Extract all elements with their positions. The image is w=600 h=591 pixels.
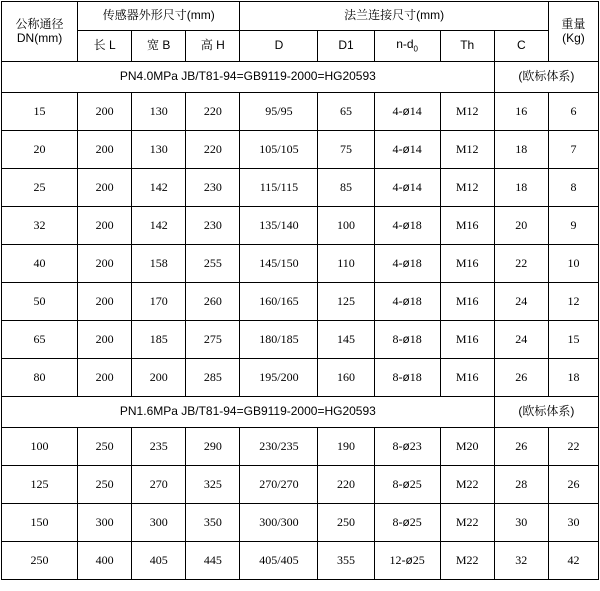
- group-header-row: [2, 397, 599, 428]
- cell-d1: 75: [318, 131, 374, 169]
- cell-weight: 18: [548, 359, 598, 397]
- table-row: [2, 504, 599, 542]
- diameter-symbol-icon: -ø: [398, 141, 410, 156]
- header-nd0-prefix: n-d: [396, 37, 414, 52]
- cell-nd0-count: 8: [392, 438, 399, 453]
- header-weight-title: 重量: [561, 16, 586, 31]
- table-row: [2, 207, 599, 245]
- diameter-symbol-icon: -ø: [398, 438, 410, 453]
- group-header-row: [2, 62, 599, 93]
- cell-dn: 50: [2, 283, 78, 321]
- cell-nd0-count: 8: [392, 331, 399, 346]
- cell-th: M16: [440, 245, 494, 283]
- cell-height: 290: [186, 428, 240, 466]
- cell-d: 160/165: [240, 283, 318, 321]
- cell-c: 18: [494, 169, 548, 207]
- cell-dn: 80: [2, 359, 78, 397]
- cell-weight: 6: [548, 93, 598, 131]
- cell-th: M12: [440, 131, 494, 169]
- cell-d1: 160: [318, 359, 374, 397]
- header-height: 高 H: [186, 31, 240, 62]
- cell-width: 142: [132, 169, 186, 207]
- specification-table: [1, 1, 599, 580]
- cell-dn: 125: [2, 466, 78, 504]
- cell-nd0: [374, 428, 440, 466]
- cell-c: 20: [494, 207, 548, 245]
- cell-th: M16: [440, 283, 494, 321]
- cell-th: M16: [440, 321, 494, 359]
- cell-nd0-count: 8: [392, 476, 399, 491]
- cell-length: 250: [78, 466, 132, 504]
- cell-nd0-count: 12: [389, 552, 402, 567]
- cell-nd0-diameter: 23: [409, 438, 422, 453]
- cell-dn: 40: [2, 245, 78, 283]
- diameter-symbol-icon: -ø: [398, 331, 410, 346]
- cell-length: 200: [78, 245, 132, 283]
- diameter-symbol-icon: -ø: [398, 293, 410, 308]
- cell-d: 300/300: [240, 504, 318, 542]
- cell-nd0: [374, 321, 440, 359]
- cell-nd0-count: 4: [392, 179, 399, 194]
- cell-dn: 150: [2, 504, 78, 542]
- header-row-subcolumns: [2, 31, 599, 62]
- table-row: [2, 169, 599, 207]
- cell-c: 32: [494, 542, 548, 580]
- diameter-symbol-icon: -ø: [401, 552, 413, 567]
- cell-d: 405/405: [240, 542, 318, 580]
- cell-c: 30: [494, 504, 548, 542]
- diameter-symbol-icon: -ø: [398, 369, 410, 384]
- cell-weight: 12: [548, 283, 598, 321]
- cell-height: 230: [186, 207, 240, 245]
- header-nd0: [374, 31, 440, 62]
- cell-d: 145/150: [240, 245, 318, 283]
- cell-weight: 42: [548, 542, 598, 580]
- cell-d: 230/235: [240, 428, 318, 466]
- cell-c: 28: [494, 466, 548, 504]
- cell-nd0-count: 4: [392, 103, 399, 118]
- cell-nd0: [374, 466, 440, 504]
- cell-c: 26: [494, 359, 548, 397]
- cell-nd0-count: 8: [392, 369, 399, 384]
- cell-c: 26: [494, 428, 548, 466]
- cell-d1: 85: [318, 169, 374, 207]
- cell-d1: 125: [318, 283, 374, 321]
- cell-weight: 7: [548, 131, 598, 169]
- cell-d1: 220: [318, 466, 374, 504]
- cell-c: 24: [494, 321, 548, 359]
- table-row: [2, 466, 599, 504]
- group-note-label: (欧标体系): [494, 62, 598, 93]
- cell-d1: 355: [318, 542, 374, 580]
- cell-nd0-diameter: 14: [409, 179, 422, 194]
- cell-d1: 250: [318, 504, 374, 542]
- cell-width: 200: [132, 359, 186, 397]
- header-dn: [2, 2, 78, 62]
- cell-width: 405: [132, 542, 186, 580]
- cell-width: 185: [132, 321, 186, 359]
- cell-d1: 190: [318, 428, 374, 466]
- header-d1: D1: [318, 31, 374, 62]
- cell-nd0: [374, 93, 440, 131]
- cell-nd0: [374, 542, 440, 580]
- cell-height: 255: [186, 245, 240, 283]
- header-length: 长 L: [78, 31, 132, 62]
- header-weight-unit: (Kg): [562, 30, 585, 45]
- cell-nd0-count: 4: [392, 293, 399, 308]
- cell-weight: 10: [548, 245, 598, 283]
- cell-th: M20: [440, 428, 494, 466]
- header-nd0-subscript: 0: [413, 44, 418, 54]
- table-row: [2, 245, 599, 283]
- cell-th: M16: [440, 207, 494, 245]
- header-d: D: [240, 31, 318, 62]
- cell-width: 300: [132, 504, 186, 542]
- cell-width: 158: [132, 245, 186, 283]
- cell-d1: 145: [318, 321, 374, 359]
- cell-length: 200: [78, 321, 132, 359]
- cell-height: 445: [186, 542, 240, 580]
- cell-width: 235: [132, 428, 186, 466]
- table-row: [2, 93, 599, 131]
- cell-length: 200: [78, 207, 132, 245]
- cell-nd0: [374, 245, 440, 283]
- cell-th: M22: [440, 466, 494, 504]
- header-c: C: [494, 31, 548, 62]
- cell-nd0-diameter: 25: [409, 476, 422, 491]
- cell-nd0: [374, 207, 440, 245]
- cell-dn: 32: [2, 207, 78, 245]
- cell-length: 200: [78, 93, 132, 131]
- cell-length: 200: [78, 283, 132, 321]
- cell-length: 200: [78, 359, 132, 397]
- cell-dn: 65: [2, 321, 78, 359]
- cell-dn: 250: [2, 542, 78, 580]
- group-note-label: (欧标体系): [494, 397, 598, 428]
- cell-length: 200: [78, 131, 132, 169]
- cell-width: 142: [132, 207, 186, 245]
- cell-d1: 100: [318, 207, 374, 245]
- header-row-groups: [2, 2, 599, 31]
- cell-height: 325: [186, 466, 240, 504]
- cell-nd0-count: 8: [392, 514, 399, 529]
- header-flange-group: 法兰连接尺寸(mm): [240, 2, 549, 31]
- cell-nd0-diameter: 14: [409, 103, 422, 118]
- cell-width: 130: [132, 93, 186, 131]
- cell-nd0-diameter: 14: [409, 141, 422, 156]
- cell-th: M22: [440, 542, 494, 580]
- cell-d1: 65: [318, 93, 374, 131]
- group-standard-label: PN1.6MPa JB/T81-94=GB9119-2000=HG20593: [2, 397, 495, 428]
- cell-nd0-count: 4: [392, 217, 399, 232]
- header-dn-unit: DN(mm): [16, 30, 63, 45]
- cell-dn: 25: [2, 169, 78, 207]
- cell-weight: 22: [548, 428, 598, 466]
- cell-nd0-diameter: 18: [409, 255, 422, 270]
- header-sensor-group: 传感器外形尺寸(mm): [78, 2, 240, 31]
- cell-height: 275: [186, 321, 240, 359]
- cell-th: M22: [440, 504, 494, 542]
- table-row: [2, 321, 599, 359]
- cell-nd0-diameter: 25: [412, 552, 425, 567]
- cell-th: M12: [440, 169, 494, 207]
- diameter-symbol-icon: -ø: [398, 514, 410, 529]
- cell-nd0: [374, 504, 440, 542]
- cell-c: 18: [494, 131, 548, 169]
- cell-width: 130: [132, 131, 186, 169]
- cell-th: M12: [440, 93, 494, 131]
- header-th: Th: [440, 31, 494, 62]
- table-row: [2, 359, 599, 397]
- table-row: [2, 131, 599, 169]
- cell-weight: 26: [548, 466, 598, 504]
- cell-height: 220: [186, 93, 240, 131]
- cell-th: M16: [440, 359, 494, 397]
- cell-nd0-diameter: 18: [409, 369, 422, 384]
- cell-d: 270/270: [240, 466, 318, 504]
- table-row: [2, 283, 599, 321]
- cell-nd0: [374, 283, 440, 321]
- cell-weight: 8: [548, 169, 598, 207]
- cell-nd0-diameter: 18: [409, 217, 422, 232]
- cell-dn: 20: [2, 131, 78, 169]
- cell-d: 135/140: [240, 207, 318, 245]
- header-dn-title: 公称通径: [15, 16, 64, 31]
- table-body: [2, 62, 599, 580]
- cell-length: 250: [78, 428, 132, 466]
- cell-d1: 110: [318, 245, 374, 283]
- cell-width: 170: [132, 283, 186, 321]
- table-row: [2, 542, 599, 580]
- diameter-symbol-icon: -ø: [398, 179, 410, 194]
- cell-weight: 15: [548, 321, 598, 359]
- table-row: [2, 428, 599, 466]
- cell-length: 400: [78, 542, 132, 580]
- cell-height: 220: [186, 131, 240, 169]
- diameter-symbol-icon: -ø: [398, 103, 410, 118]
- cell-height: 285: [186, 359, 240, 397]
- header-width: 宽 B: [132, 31, 186, 62]
- cell-c: 24: [494, 283, 548, 321]
- cell-nd0-count: 4: [392, 255, 399, 270]
- cell-nd0: [374, 169, 440, 207]
- cell-d: 115/115: [240, 169, 318, 207]
- group-standard-label: PN4.0MPa JB/T81-94=GB9119-2000=HG20593: [2, 62, 495, 93]
- diameter-symbol-icon: -ø: [398, 476, 410, 491]
- cell-nd0-diameter: 25: [409, 514, 422, 529]
- cell-nd0-diameter: 18: [409, 293, 422, 308]
- cell-c: 22: [494, 245, 548, 283]
- cell-d: 105/105: [240, 131, 318, 169]
- cell-weight: 9: [548, 207, 598, 245]
- cell-height: 230: [186, 169, 240, 207]
- cell-nd0-count: 4: [392, 141, 399, 156]
- cell-c: 16: [494, 93, 548, 131]
- cell-d: 195/200: [240, 359, 318, 397]
- cell-nd0-diameter: 18: [409, 331, 422, 346]
- cell-d: 95/95: [240, 93, 318, 131]
- diameter-symbol-icon: -ø: [398, 217, 410, 232]
- cell-dn: 15: [2, 93, 78, 131]
- cell-length: 200: [78, 169, 132, 207]
- cell-nd0: [374, 359, 440, 397]
- diameter-symbol-icon: -ø: [398, 255, 410, 270]
- header-weight: [548, 2, 598, 62]
- cell-weight: 30: [548, 504, 598, 542]
- cell-width: 270: [132, 466, 186, 504]
- cell-d: 180/185: [240, 321, 318, 359]
- cell-height: 260: [186, 283, 240, 321]
- cell-height: 350: [186, 504, 240, 542]
- cell-nd0: [374, 131, 440, 169]
- cell-dn: 100: [2, 428, 78, 466]
- table-header: [2, 2, 599, 62]
- cell-length: 300: [78, 504, 132, 542]
